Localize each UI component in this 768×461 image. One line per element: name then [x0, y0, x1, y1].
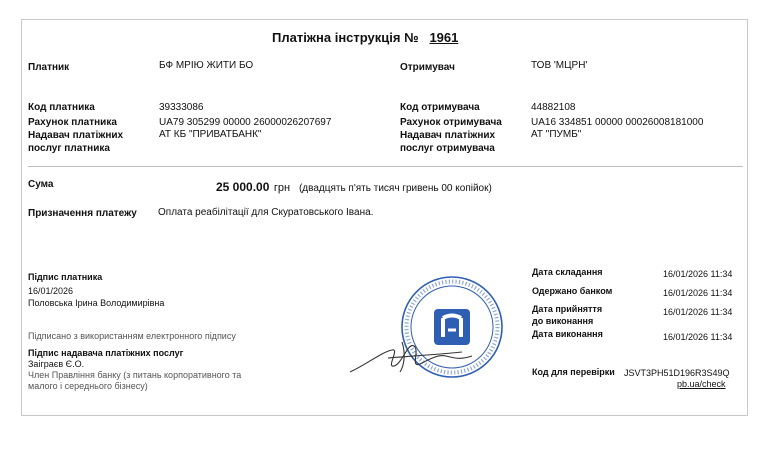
- payer-provider-label-1: Надавач платіжних: [28, 130, 124, 141]
- executed-date-label: Дата виконання: [532, 329, 603, 339]
- payer-signer-name: Половська Ірина Володимирівна: [28, 298, 165, 308]
- purpose-text: Оплата реабілітації для Скуратовського Івана.: [158, 207, 374, 218]
- purpose-label: Призначення платежу: [28, 208, 137, 219]
- payer-provider-label-2: послуг платника: [28, 143, 110, 154]
- recipient-label: Отримувач: [400, 62, 455, 73]
- provider-signature-label: Підпис надавача платіжних послуг: [28, 348, 184, 358]
- bank-stamp: [402, 277, 502, 377]
- recipient-name: ТОВ 'МЦРН': [531, 60, 588, 71]
- provider-signer-name: Заіграєв Є.О.: [28, 359, 85, 369]
- received-date: 16/01/2026 11:34: [663, 288, 733, 298]
- amount-value: 25 000.00: [216, 180, 270, 194]
- payer-signature-label: Підпис платника: [28, 272, 103, 282]
- payer-account: UA79 305299 00000 26000026207697: [159, 117, 332, 128]
- accepted-date-label-1: Дата прийняття: [532, 304, 603, 314]
- title-text: Платіжна інструкція №: [272, 30, 419, 45]
- provider-signer-role-2: малого і середнього бізнесу): [28, 381, 148, 391]
- recipient-provider-label-1: Надавач платіжних: [400, 130, 496, 141]
- recipient-code: 44882108: [531, 102, 576, 113]
- instruction-number: 1961: [429, 30, 459, 45]
- verification-label: Код для перевірки: [532, 367, 615, 377]
- amount-currency: грн: [273, 182, 291, 194]
- recipient-account: UA16 334851 00000 00026008181000: [531, 117, 704, 128]
- executed-date: 16/01/2026 11:34: [663, 332, 733, 342]
- section-divider: [28, 166, 743, 167]
- document-title: [272, 30, 458, 45]
- payer-signature-date: 16/01/2026: [28, 286, 74, 296]
- verification-link[interactable]: pb.ua/check: [677, 379, 726, 389]
- payer-name: БФ МРІЮ ЖИТИ БО: [159, 60, 254, 71]
- amount-label: Сума: [28, 179, 54, 190]
- payer-label: Платник: [28, 62, 70, 73]
- amount-words: (двадцять п'ять тисяч гривень 00 копійок): [298, 183, 492, 194]
- created-date-label: Дата складання: [532, 267, 603, 277]
- verification-code: JSVT3PH51D196R3S49Q: [624, 368, 730, 378]
- accepted-date: 16/01/2026 11:34: [663, 307, 733, 317]
- e-signature-note: Підписано з використанням електронного підпису: [28, 331, 236, 341]
- provider-signer-role-1: Член Правління банку (з питань корпоративного та: [28, 370, 242, 380]
- payer-account-label: Рахунок платника: [28, 117, 117, 128]
- received-date-label: Одержано банком: [532, 286, 613, 296]
- payer-provider: АТ КБ "ПРИВАТБАНК": [159, 129, 262, 140]
- payer-code: 39333086: [159, 102, 204, 113]
- accepted-date-label-2: до виконання: [532, 316, 594, 326]
- amount-row: [216, 178, 492, 196]
- signature-and-stamp: [342, 272, 532, 382]
- created-date: 16/01/2026 11:34: [663, 269, 733, 279]
- recipient-provider: АТ "ПУМБ": [531, 129, 582, 140]
- recipient-code-label: Код отримувача: [400, 102, 480, 113]
- recipient-provider-label-2: послуг отримувача: [400, 143, 495, 154]
- payment-instruction-document: [21, 19, 748, 416]
- payer-code-label: Код платника: [28, 102, 95, 113]
- recipient-account-label: Рахунок отримувача: [400, 117, 502, 128]
